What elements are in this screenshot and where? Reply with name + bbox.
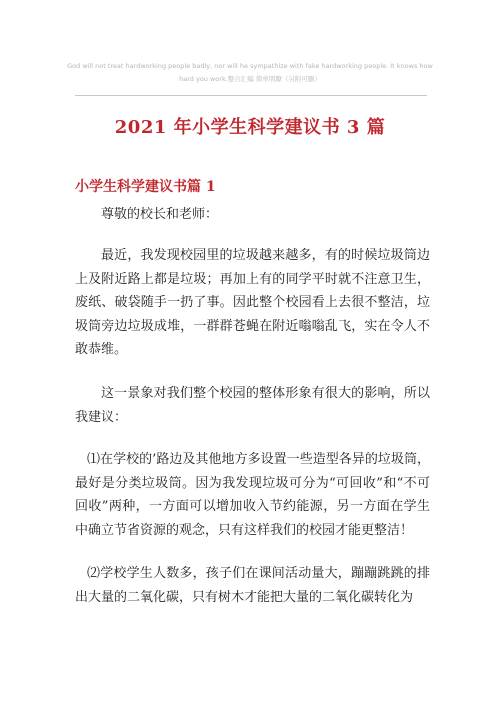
document-title: 2021 年小学生科学建议书 3 篇 xyxy=(114,117,386,138)
greeting-paragraph: 尊敬的校长和老师： xyxy=(101,207,219,222)
section-title: 小学生科学建议书篇 1 xyxy=(75,179,216,195)
body-paragraph: 这一景象对我们整个校园的整体形象有很大的影响，所以我建议： xyxy=(75,386,430,425)
body-paragraph: ⑴在学校的’路边及其他地方多设置一些造型各异的垃圾筒，最好是分类垃圾筒。因为我发现垃圾可分为“可回收”和“不可回收”两种，一方面可以增加收入节约能源，另一方面在学生中确立节省资源的观念，只有这样我们的校园才能更整洁！ xyxy=(75,452,430,538)
body-paragraph: 最近，我发现校园里的垃圾越来越多，有的时候垃圾筒边上及附近路上都是垃圾；再加上有的同学平时就不注意卫生，废纸、破袋随手一扔了事。因此整个校园看上去很不整洁，垃圾筒旁边垃圾成堆，一群群苍蝇在附近嗡嗡乱飞，实在令人不敢恭维。 xyxy=(75,248,430,357)
body-paragraph: ⑵学校学生人数多，孩子们在课间活动量大，蹦蹦跳跳的排出大量的二氧化碳，只有树木才能把大量的二氧化碳转化为 xyxy=(75,566,430,605)
header-divider xyxy=(75,95,427,96)
header-note: God will not treat hardworking people badly, nor will he sympathize with fake hardworking people. It knows how hard you work.整合汇编 简单明瞭（另附可删） xyxy=(67,62,433,83)
